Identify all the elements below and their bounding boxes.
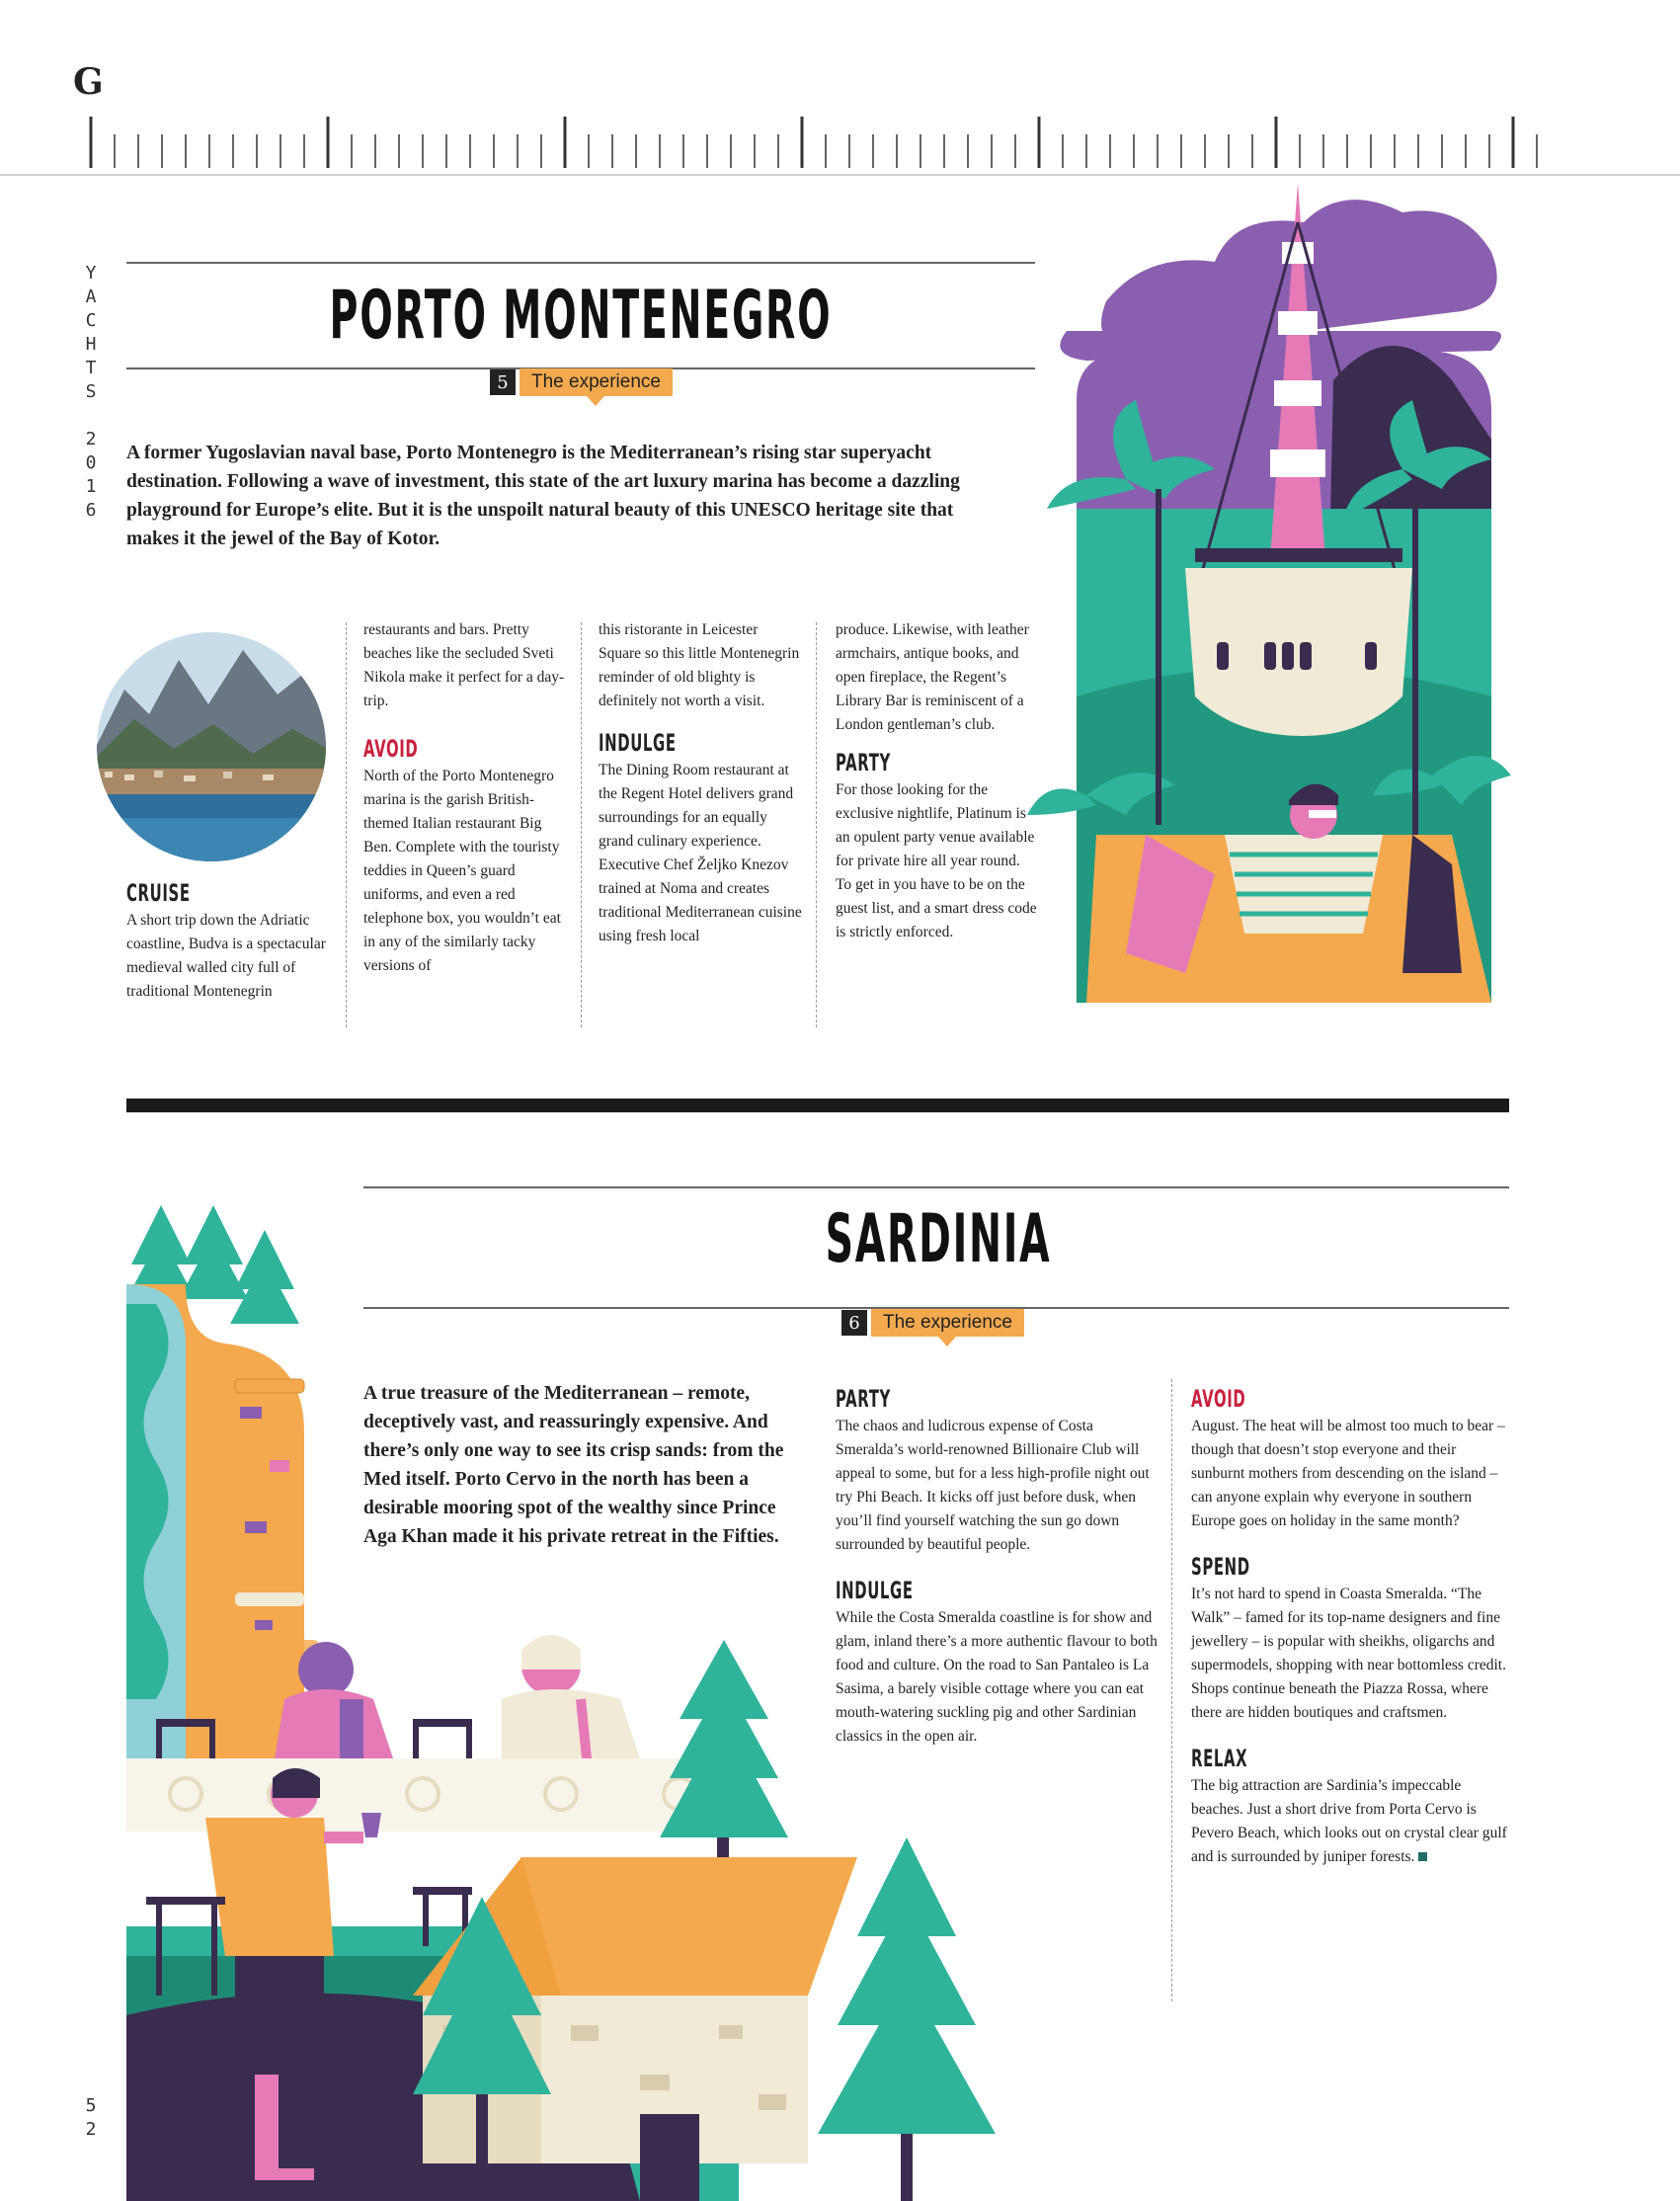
section-vertical-label — [81, 262, 101, 523]
intro-paragraph: A former Yugoslavian naval base, Porto Montenegro is the Mediterranean’s rising star superyacht destination. Following a wave of investment, this state of the art luxury marina has become a dazzling playground for Europe’s elite. But it is the unspoilt natural beauty of this UNESCO heritage site that makes it the jewel of the Bay of Kotor. — [126, 443, 960, 549]
indulge-heading: INDULGE — [599, 729, 677, 757]
vertical-label-letter: 1 — [85, 476, 97, 497]
section-divider-bar — [126, 1099, 1509, 1112]
vertical-label-letter: S — [85, 381, 97, 402]
experience-label: The experience — [871, 1309, 1024, 1337]
avoid-text: August. The heat will be almost too much to bear – though that doesn’t stop everyone and their sunburnt mothers from descending on the island – can anyone explain why everyone in southern Europe goes on holiday in the same month? — [1191, 1418, 1505, 1529]
header-divider — [0, 174, 1680, 176]
avoid-heading: AVOID — [1191, 1385, 1246, 1413]
magazine-logo: G — [73, 61, 104, 103]
experience-tag — [490, 367, 673, 397]
column-divider — [1171, 1379, 1172, 2001]
page-number-digit: 2 — [85, 2119, 97, 2140]
vertical-label-letter: Y — [85, 263, 97, 284]
sardinia-illustration — [126, 1205, 1114, 2201]
indulge-heading: INDULGE — [836, 1577, 914, 1604]
party-heading: PARTY — [836, 1385, 891, 1413]
indulge-text: While the Costa Smeralda coastline is for show and glam, inland there’s a more authentic flavour to both food and culture. On the road to San Pantaleo is La Sasima, a barely visible cottage where you can eat mouth-watering suckling pig and other Sardinian classics in the open air. — [836, 1609, 1158, 1745]
cruise-column — [126, 871, 334, 1004]
party-text: For those looking for the exclusive nightlife, Platinum is an opulent party venue available for private hire all year round. To get in you have to be on the guest list, and a smart dress code is strictly enforced. — [836, 781, 1037, 940]
avoid-column — [363, 618, 567, 978]
party-text: The chaos and ludicrous expense of Costa Smeralda’s world-renowned Billionaire Club will appeal to some, but for a less high-profile night out try Phi Beach. It kicks off just before dusk, when you’ll find yourself watching the sun go down surrounded by beautiful people. — [836, 1418, 1150, 1553]
relax-heading: RELAX — [1191, 1745, 1248, 1772]
intro-paragraph: A true treasure of the Mediterranean – remote, deceptively vast, and reassuringly expensive. And there’s only one way to see its crisp sands: from the Med itself. Porto Cervo in the north has been a desirable mooring spot of the wealthy since Prince Aga Khan made it his private retreat in the Fifties. — [363, 1383, 784, 1547]
spend-text: It’s not hard to spend in Coasta Smeralda. “The Walk” – famed for its top-name designers and fine jewellery – is popular with sheikhs, oligarchs and supermodels, shopping with near bottomless credit. Shops continue beneath the Piazza Rossa, where there are hidden boutiques and craftsmen. — [1191, 1586, 1506, 1721]
column-divider — [581, 622, 582, 1027]
kotor-photo — [95, 630, 328, 863]
avoid-text: North of the Porto Montenegro marina is the garish British-themed Italian restaurant Big Ben. Complete with the touristy teddies in Queen’s guard uniforms, and even a red telephone box, you wouldn’t eat in any of the similarly tacky versions of — [363, 768, 561, 974]
spend-heading: SPEND — [1191, 1553, 1250, 1581]
end-mark — [1418, 1852, 1427, 1861]
relax-text: The big attraction are Sardinia’s impeccable beaches. Just a short drive from Porta Cervo is Pevero Beach, which looks out on crystal clear gulf and is surrounded by juniper forests. — [1191, 1777, 1507, 1865]
vertical-label-letter: A — [85, 286, 97, 307]
ristorante-text: this ristorante in Leicester Square so this little Montenegrin reminder of old blighty is definitely not worth a visit. — [599, 621, 800, 709]
yacht-illustration — [1027, 183, 1511, 1022]
title-rule-top — [126, 262, 1035, 264]
title-rule-top — [363, 1186, 1509, 1188]
vertical-label-letter: 0 — [85, 452, 97, 473]
indulge-text: The Dining Room restaurant at the Regent Hotel delivers grand surroundings for an equally grand culinary experience. Executive Chef Željko Knezov trained at Noma and creates traditional Mediterranean cuisine using fresh local — [599, 762, 802, 944]
vertical-label-letter: C — [85, 310, 97, 331]
page-title: PORTO MONTENEGRO — [329, 277, 833, 355]
section-title: SARDINIA — [825, 1200, 1052, 1278]
library-text: produce. Likewise, with leather armchairs, antique books, and open fireplace, the Regent’s Library Bar is reminiscent of a London gentleman’s club. — [836, 621, 1029, 733]
page-number-digit: 5 — [85, 2095, 97, 2116]
vertical-label-letter: 2 — [85, 429, 97, 449]
party-column — [836, 618, 1039, 944]
page-number — [81, 2094, 101, 2142]
vertical-label-letter: H — [85, 334, 97, 355]
ruler-decoration — [59, 109, 1640, 180]
sardinia-right-column — [1191, 1377, 1513, 1869]
vertical-label-letter: T — [85, 358, 97, 378]
restaurants-text: restaurants and bars. Pretty beaches like the secluded Sveti Nikola make it perfect for a day-trip. — [363, 621, 565, 709]
cruise-text: A short trip down the Adriatic coastline, Budva is a spectacular medieval walled city full of traditional Montenegrin — [126, 912, 326, 1000]
cruise-heading: CRUISE — [126, 879, 191, 907]
experience-label: The experience — [520, 368, 673, 396]
experience-number: 5 — [490, 369, 516, 395]
vertical-label-letter — [81, 404, 101, 428]
experience-number: 6 — [841, 1310, 867, 1336]
column-divider — [346, 622, 347, 1027]
avoid-heading: AVOID — [363, 735, 419, 763]
vertical-label-letter: 6 — [85, 500, 97, 521]
column-divider — [816, 622, 817, 1027]
indulge-column — [599, 618, 802, 948]
party-heading: PARTY — [836, 749, 891, 776]
